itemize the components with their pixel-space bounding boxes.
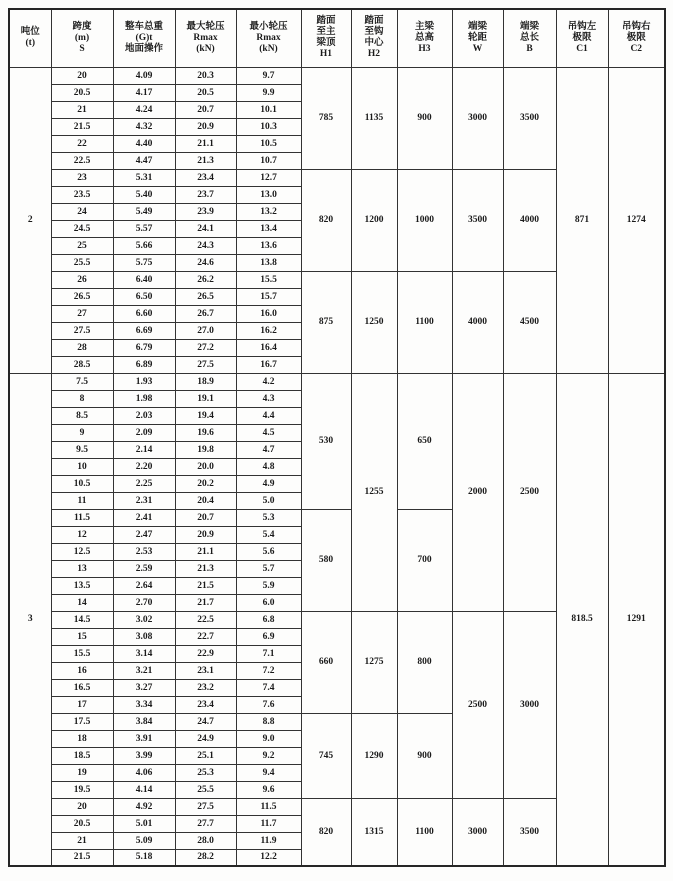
rmin-cell: 8.8 (236, 713, 301, 730)
weight-cell: 2.14 (113, 441, 175, 458)
rmin-cell: 10.7 (236, 152, 301, 169)
rmin-cell: 9.7 (236, 67, 301, 84)
rmax-cell: 20.9 (175, 526, 236, 543)
rmin-cell: 6.8 (236, 611, 301, 628)
b-cell: 4500 (503, 271, 556, 373)
rmin-cell: 13.2 (236, 203, 301, 220)
h1-cell: 530 (301, 373, 351, 509)
span-cell: 21 (51, 832, 113, 849)
h3-cell: 1000 (397, 169, 452, 271)
span-cell: 28.5 (51, 356, 113, 373)
rmin-cell: 16.2 (236, 322, 301, 339)
span-cell: 24.5 (51, 220, 113, 237)
span-cell: 25 (51, 237, 113, 254)
weight-cell: 4.06 (113, 764, 175, 781)
span-cell: 14 (51, 594, 113, 611)
span-cell: 22.5 (51, 152, 113, 169)
weight-cell: 2.25 (113, 475, 175, 492)
rmin-cell: 10.1 (236, 101, 301, 118)
weight-cell: 2.03 (113, 407, 175, 424)
col-header-min-wheel-pressure: 最小轮压 Rmax (kN) (236, 9, 301, 67)
rmax-cell: 23.4 (175, 696, 236, 713)
span-cell: 26.5 (51, 288, 113, 305)
rmin-cell: 9.6 (236, 781, 301, 798)
span-cell: 17.5 (51, 713, 113, 730)
weight-cell: 4.32 (113, 118, 175, 135)
rmax-cell: 22.9 (175, 645, 236, 662)
weight-cell: 6.69 (113, 322, 175, 339)
span-cell: 18.5 (51, 747, 113, 764)
weight-cell: 3.84 (113, 713, 175, 730)
rmax-cell: 20.9 (175, 118, 236, 135)
rmin-cell: 15.7 (236, 288, 301, 305)
h3-cell: 1100 (397, 798, 452, 866)
rmax-cell: 27.2 (175, 339, 236, 356)
weight-cell: 4.14 (113, 781, 175, 798)
rmax-cell: 21.1 (175, 543, 236, 560)
rmax-cell: 24.9 (175, 730, 236, 747)
weight-cell: 2.53 (113, 543, 175, 560)
rmax-cell: 20.0 (175, 458, 236, 475)
rmax-cell: 22.7 (175, 628, 236, 645)
rmax-cell: 27.5 (175, 798, 236, 815)
weight-cell: 2.70 (113, 594, 175, 611)
rmin-cell: 12.7 (236, 169, 301, 186)
rmax-cell: 25.5 (175, 781, 236, 798)
rmax-cell: 20.7 (175, 509, 236, 526)
weight-cell: 5.18 (113, 849, 175, 866)
rmax-cell: 21.5 (175, 577, 236, 594)
weight-cell: 4.09 (113, 67, 175, 84)
weight-cell: 5.66 (113, 237, 175, 254)
rmax-cell: 19.6 (175, 424, 236, 441)
rmax-cell: 27.7 (175, 815, 236, 832)
w-cell: 2500 (452, 611, 503, 798)
weight-cell: 1.93 (113, 373, 175, 390)
weight-cell: 2.20 (113, 458, 175, 475)
rmin-cell: 4.4 (236, 407, 301, 424)
rmax-cell: 19.4 (175, 407, 236, 424)
rmin-cell: 7.1 (236, 645, 301, 662)
weight-cell: 3.02 (113, 611, 175, 628)
rmin-cell: 5.4 (236, 526, 301, 543)
rmin-cell: 4.7 (236, 441, 301, 458)
col-header-c2: 吊钩右 极限 C2 (608, 9, 665, 67)
rmax-cell: 21.3 (175, 560, 236, 577)
weight-cell: 2.47 (113, 526, 175, 543)
span-cell: 21 (51, 101, 113, 118)
rmin-cell: 7.4 (236, 679, 301, 696)
c1-cell: 818.5 (556, 373, 608, 866)
h2-cell: 1315 (351, 798, 397, 866)
rmax-cell: 23.7 (175, 186, 236, 203)
span-cell: 11 (51, 492, 113, 509)
c1-cell: 871 (556, 67, 608, 373)
h1-cell: 745 (301, 713, 351, 798)
col-header-h2: 踏面 至钩 中心 H2 (351, 9, 397, 67)
rmin-cell: 15.5 (236, 271, 301, 288)
span-cell: 9.5 (51, 441, 113, 458)
rmin-cell: 4.5 (236, 424, 301, 441)
col-header-h3: 主梁 总高 H3 (397, 9, 452, 67)
col-header-w: 端梁 轮距 W (452, 9, 503, 67)
span-cell: 12.5 (51, 543, 113, 560)
weight-cell: 3.34 (113, 696, 175, 713)
weight-cell: 2.59 (113, 560, 175, 577)
rmax-cell: 27.5 (175, 356, 236, 373)
rmin-cell: 10.3 (236, 118, 301, 135)
span-cell: 18 (51, 730, 113, 747)
rmax-cell: 21.3 (175, 152, 236, 169)
rmin-cell: 4.8 (236, 458, 301, 475)
h1-cell: 820 (301, 169, 351, 271)
h2-cell: 1275 (351, 611, 397, 713)
weight-cell: 6.79 (113, 339, 175, 356)
span-cell: 27 (51, 305, 113, 322)
c2-cell: 1274 (608, 67, 665, 373)
rmax-cell: 27.0 (175, 322, 236, 339)
weight-cell: 3.27 (113, 679, 175, 696)
span-cell: 25.5 (51, 254, 113, 271)
span-cell: 16.5 (51, 679, 113, 696)
rmax-cell: 20.5 (175, 84, 236, 101)
rmax-cell: 24.3 (175, 237, 236, 254)
span-cell: 28 (51, 339, 113, 356)
span-cell: 14.5 (51, 611, 113, 628)
span-cell: 20 (51, 67, 113, 84)
span-cell: 10 (51, 458, 113, 475)
rmin-cell: 5.3 (236, 509, 301, 526)
col-header-b: 端梁 总长 B (503, 9, 556, 67)
rmin-cell: 13.0 (236, 186, 301, 203)
span-cell: 23 (51, 169, 113, 186)
col-header-h1: 踏面 至主 梁顶 H1 (301, 9, 351, 67)
rmax-cell: 23.4 (175, 169, 236, 186)
rmin-cell: 9.4 (236, 764, 301, 781)
c2-cell: 1291 (608, 373, 665, 866)
weight-cell: 5.40 (113, 186, 175, 203)
span-cell: 19.5 (51, 781, 113, 798)
span-cell: 26 (51, 271, 113, 288)
tonnage-cell: 3 (9, 373, 51, 866)
weight-cell: 6.89 (113, 356, 175, 373)
b-cell: 3000 (503, 611, 556, 798)
rmax-cell: 23.2 (175, 679, 236, 696)
weight-cell: 4.47 (113, 152, 175, 169)
rmin-cell: 11.9 (236, 832, 301, 849)
rmin-cell: 7.6 (236, 696, 301, 713)
span-cell: 10.5 (51, 475, 113, 492)
span-cell: 20.5 (51, 84, 113, 101)
rmin-cell: 16.0 (236, 305, 301, 322)
weight-cell: 4.17 (113, 84, 175, 101)
span-cell: 23.5 (51, 186, 113, 203)
rmin-cell: 4.3 (236, 390, 301, 407)
rmax-cell: 28.0 (175, 832, 236, 849)
weight-cell: 5.09 (113, 832, 175, 849)
rmax-cell: 28.2 (175, 849, 236, 866)
w-cell: 3500 (452, 169, 503, 271)
span-cell: 9 (51, 424, 113, 441)
rmax-cell: 20.2 (175, 475, 236, 492)
table-row (9, 373, 665, 390)
w-cell: 3000 (452, 67, 503, 169)
span-cell: 12 (51, 526, 113, 543)
rmin-cell: 4.9 (236, 475, 301, 492)
h2-cell: 1290 (351, 713, 397, 798)
rmin-cell: 11.7 (236, 815, 301, 832)
h3-cell: 900 (397, 67, 452, 169)
rmin-cell: 13.8 (236, 254, 301, 271)
weight-cell: 3.21 (113, 662, 175, 679)
col-header-max-wheel-pressure: 最大轮压 Rmax (kN) (175, 9, 236, 67)
h3-cell: 900 (397, 713, 452, 798)
weight-cell: 5.01 (113, 815, 175, 832)
span-cell: 13.5 (51, 577, 113, 594)
span-cell: 11.5 (51, 509, 113, 526)
rmax-cell: 24.1 (175, 220, 236, 237)
h1-cell: 875 (301, 271, 351, 373)
weight-cell: 5.75 (113, 254, 175, 271)
rmin-cell: 7.2 (236, 662, 301, 679)
rmin-cell: 6.0 (236, 594, 301, 611)
h3-cell: 800 (397, 611, 452, 713)
rmax-cell: 21.1 (175, 135, 236, 152)
weight-cell: 6.50 (113, 288, 175, 305)
h1-cell: 820 (301, 798, 351, 866)
rmin-cell: 6.9 (236, 628, 301, 645)
rmin-cell: 16.7 (236, 356, 301, 373)
w-cell: 3000 (452, 798, 503, 866)
weight-cell: 4.24 (113, 101, 175, 118)
weight-cell: 4.40 (113, 135, 175, 152)
rmin-cell: 9.9 (236, 84, 301, 101)
weight-cell: 3.91 (113, 730, 175, 747)
rmin-cell: 16.4 (236, 339, 301, 356)
span-cell: 15 (51, 628, 113, 645)
rmax-cell: 24.6 (175, 254, 236, 271)
h2-cell: 1135 (351, 67, 397, 169)
weight-cell: 3.08 (113, 628, 175, 645)
rmax-cell: 26.2 (175, 271, 236, 288)
h2-cell: 1255 (351, 373, 397, 611)
span-cell: 16 (51, 662, 113, 679)
weight-cell: 5.57 (113, 220, 175, 237)
weight-cell: 6.40 (113, 271, 175, 288)
h1-cell: 785 (301, 67, 351, 169)
rmax-cell: 26.7 (175, 305, 236, 322)
rmax-cell: 23.9 (175, 203, 236, 220)
weight-cell: 2.31 (113, 492, 175, 509)
span-cell: 13 (51, 560, 113, 577)
b-cell: 3500 (503, 67, 556, 169)
span-cell: 7.5 (51, 373, 113, 390)
col-header-total-weight: 整车总重 (G)t 地面操作 (113, 9, 175, 67)
rmin-cell: 5.6 (236, 543, 301, 560)
weight-cell: 3.14 (113, 645, 175, 662)
weight-cell: 4.92 (113, 798, 175, 815)
table-header-row (9, 9, 665, 67)
rmin-cell: 11.5 (236, 798, 301, 815)
weight-cell: 3.99 (113, 747, 175, 764)
rmin-cell: 12.2 (236, 849, 301, 866)
span-cell: 22 (51, 135, 113, 152)
rmax-cell: 20.3 (175, 67, 236, 84)
rmin-cell: 4.2 (236, 373, 301, 390)
rmin-cell: 5.9 (236, 577, 301, 594)
span-cell: 19 (51, 764, 113, 781)
rmin-cell: 9.0 (236, 730, 301, 747)
span-cell: 17 (51, 696, 113, 713)
rmax-cell: 23.1 (175, 662, 236, 679)
rmax-cell: 26.5 (175, 288, 236, 305)
tonnage-cell: 2 (9, 67, 51, 373)
span-cell: 20 (51, 798, 113, 815)
w-cell: 4000 (452, 271, 503, 373)
rmax-cell: 25.1 (175, 747, 236, 764)
col-header-span: 跨度 (m) S (51, 9, 113, 67)
h2-cell: 1250 (351, 271, 397, 373)
span-cell: 21.5 (51, 849, 113, 866)
h3-cell: 650 (397, 373, 452, 509)
span-cell: 15.5 (51, 645, 113, 662)
col-header-tonnage: 吨位 (t) (9, 9, 51, 67)
rmax-cell: 21.7 (175, 594, 236, 611)
span-cell: 8 (51, 390, 113, 407)
span-cell: 24 (51, 203, 113, 220)
h1-cell: 580 (301, 509, 351, 611)
weight-cell: 6.60 (113, 305, 175, 322)
weight-cell: 5.31 (113, 169, 175, 186)
table-row (9, 67, 665, 84)
w-cell: 2000 (452, 373, 503, 611)
rmax-cell: 25.3 (175, 764, 236, 781)
rmax-cell: 20.7 (175, 101, 236, 118)
span-cell: 8.5 (51, 407, 113, 424)
h1-cell: 660 (301, 611, 351, 713)
rmin-cell: 13.4 (236, 220, 301, 237)
rmin-cell: 13.6 (236, 237, 301, 254)
col-header-c1: 吊钩左 极限 C1 (556, 9, 608, 67)
span-cell: 20.5 (51, 815, 113, 832)
weight-cell: 2.64 (113, 577, 175, 594)
h3-cell: 700 (397, 509, 452, 611)
b-cell: 4000 (503, 169, 556, 271)
b-cell: 2500 (503, 373, 556, 611)
weight-cell: 2.41 (113, 509, 175, 526)
weight-cell: 5.49 (113, 203, 175, 220)
span-cell: 21.5 (51, 118, 113, 135)
b-cell: 3500 (503, 798, 556, 866)
rmax-cell: 18.9 (175, 373, 236, 390)
rmin-cell: 5.0 (236, 492, 301, 509)
rmax-cell: 19.8 (175, 441, 236, 458)
rmax-cell: 24.7 (175, 713, 236, 730)
rmin-cell: 10.5 (236, 135, 301, 152)
weight-cell: 1.98 (113, 390, 175, 407)
crane-spec-table (8, 8, 666, 867)
rmin-cell: 9.2 (236, 747, 301, 764)
h3-cell: 1100 (397, 271, 452, 373)
weight-cell: 2.09 (113, 424, 175, 441)
h2-cell: 1200 (351, 169, 397, 271)
rmin-cell: 5.7 (236, 560, 301, 577)
rmax-cell: 20.4 (175, 492, 236, 509)
rmax-cell: 19.1 (175, 390, 236, 407)
span-cell: 27.5 (51, 322, 113, 339)
rmax-cell: 22.5 (175, 611, 236, 628)
